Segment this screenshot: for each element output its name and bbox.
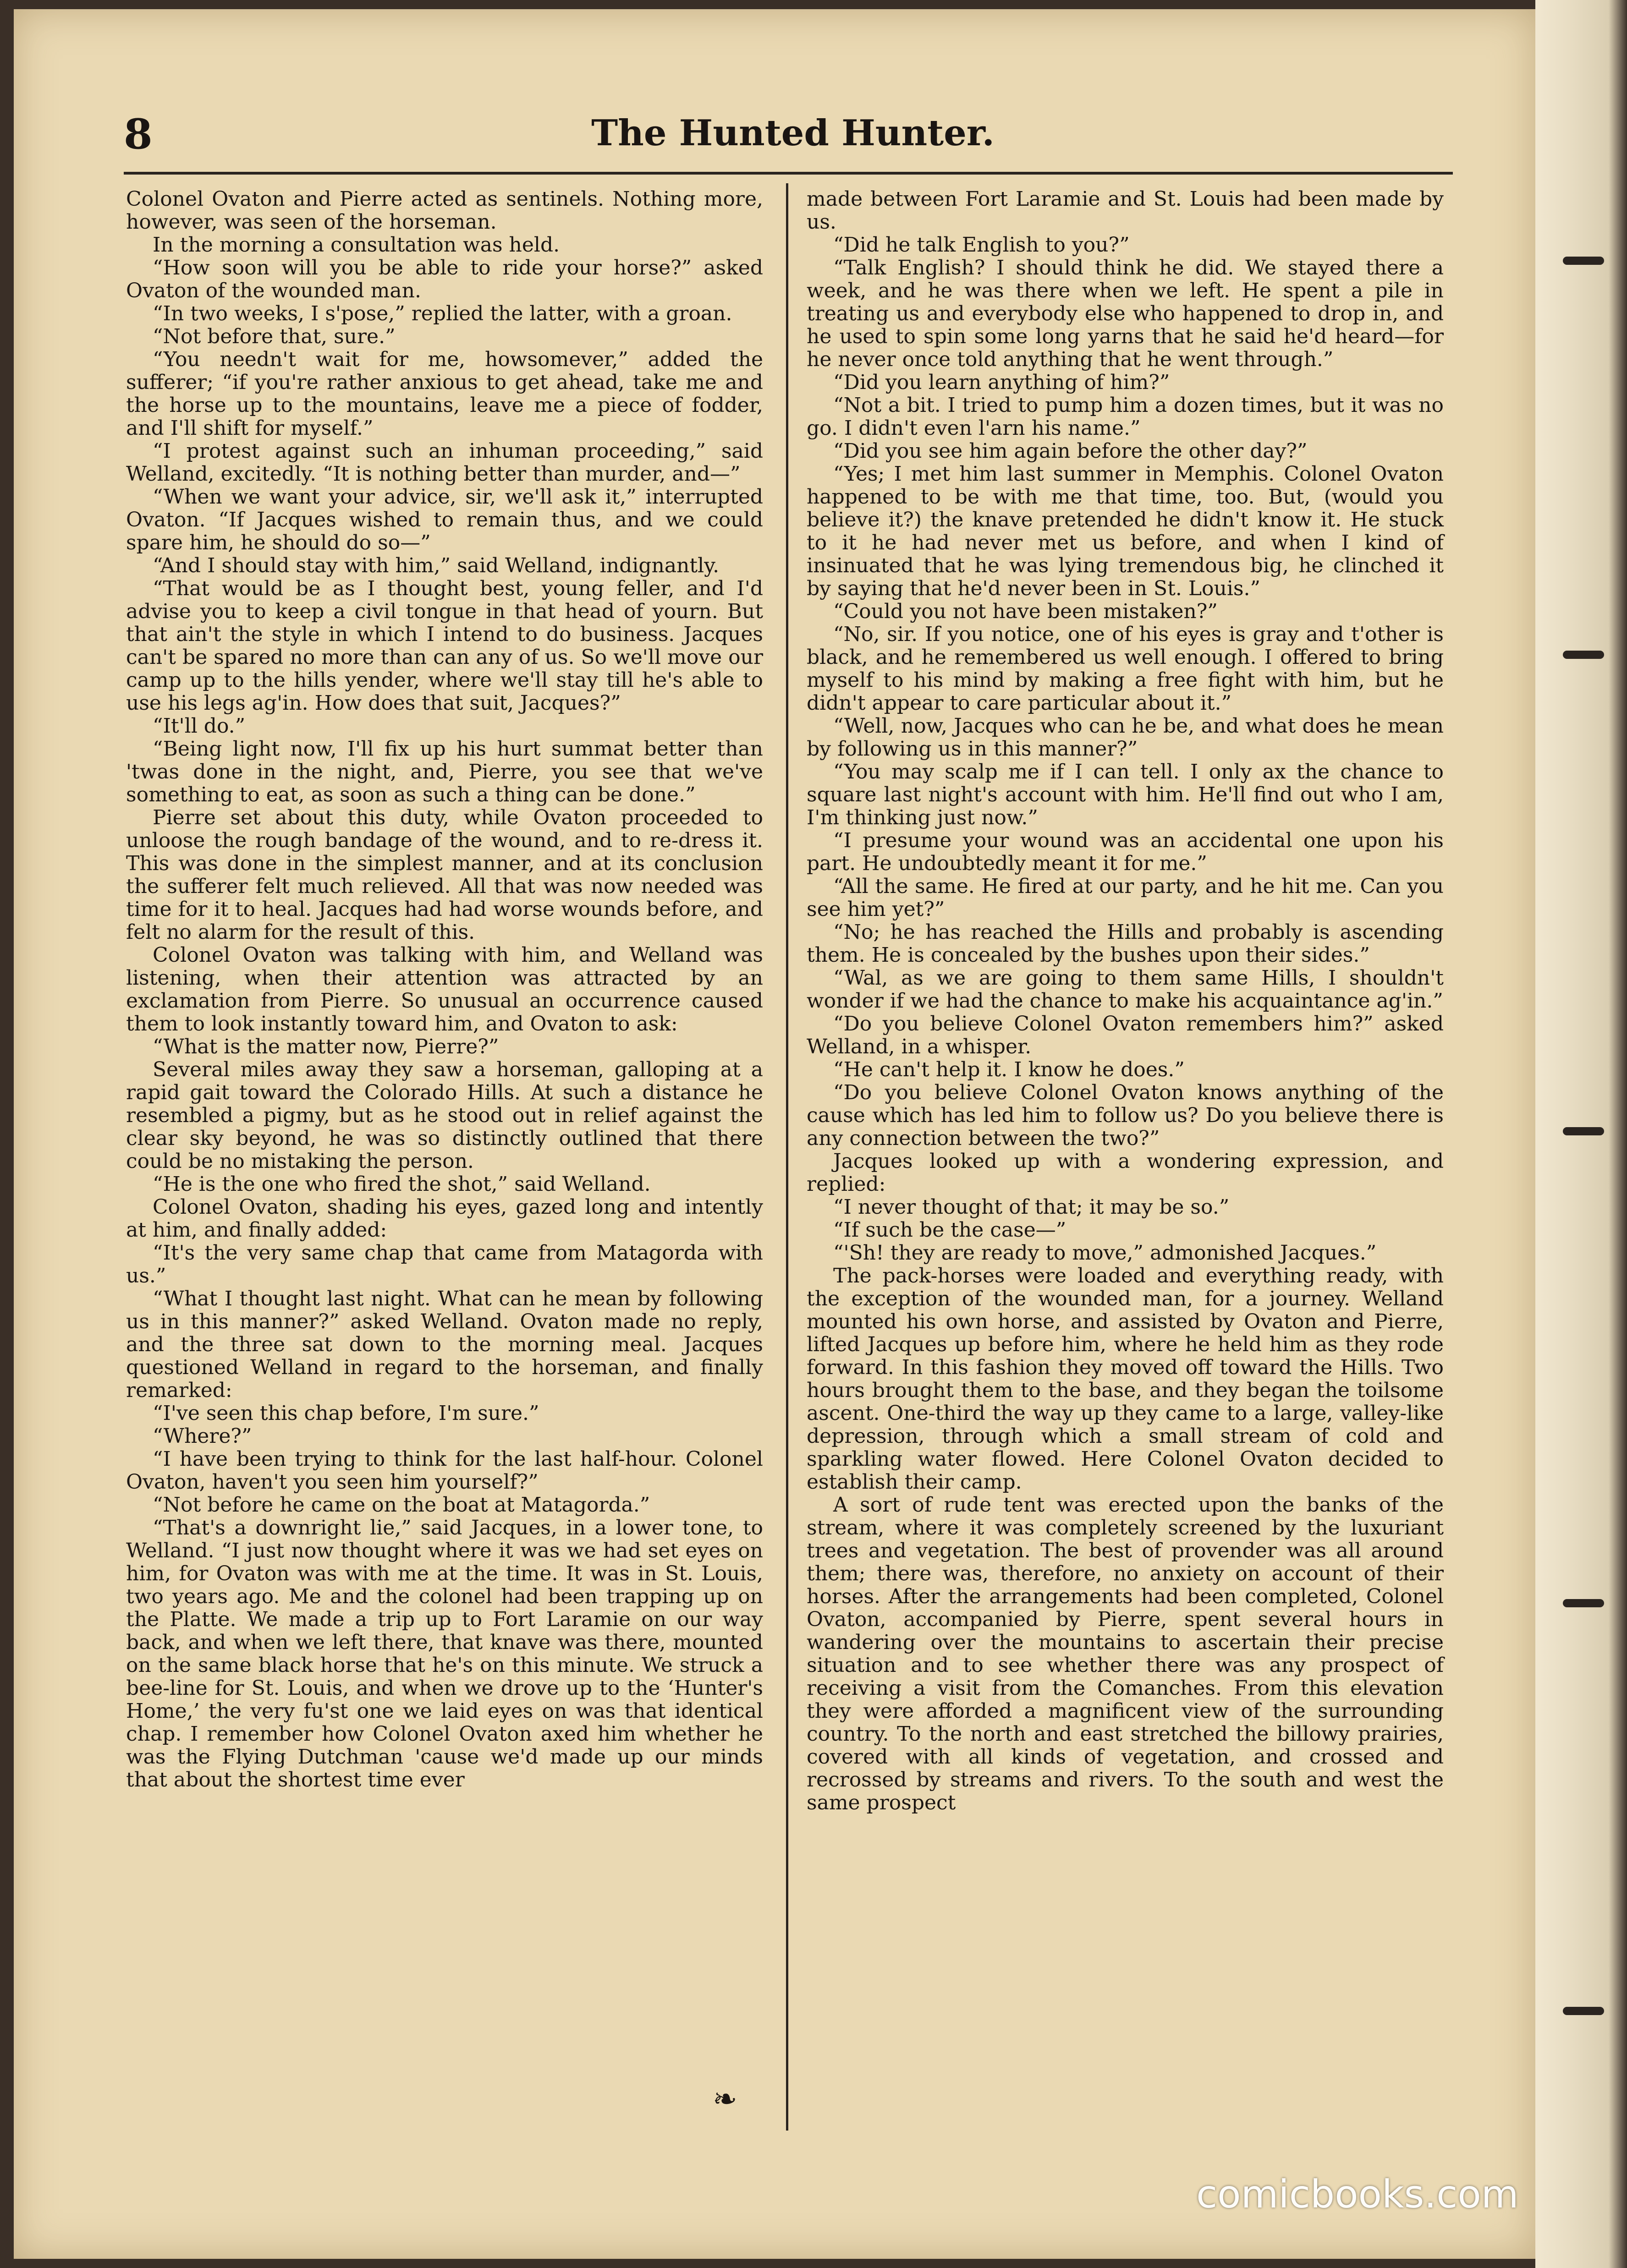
- paragraph: The pack-horses were loaded and everything ready, with the exception of the wounded man, for a journey. Welland mounted his own horse, and assisted by Ovaton and Pierre, lifted Jacques up before him, where he held him as they rode forward. In this fashion they moved off toward the Hills. Two hours brought them to the base, and they began the toilsome ascent. One-third the way up they came to a large, valley-like depression, through which a small stream of cold and sparkling water flowed. Here Colonel Ovaton decided to establish their camp.: [807, 1264, 1444, 1494]
- column-divider: [786, 183, 788, 2131]
- paragraph: “I have been trying to think for the last half-hour. Colonel Ovaton, haven't you seen him yourself?”: [126, 1447, 763, 1494]
- paragraph: A sort of rude tent was erected upon the banks of the stream, where it was completely screened by the luxuriant trees and vegetation. The best of provender was all around them; there was, therefore, no anxiety on account of their horses. After the arrangements had been completed, Colonel Ovaton, accompanied by Pierre, spent several hours in wandering over the mountains to ascertain their precise situation and to see whether there was any prospect of receiving a visit from the Comanches. From this elevation they were afforded a magnificent view of the surrounding country. To the north and east stretched the billowy prairies, covered with all kinds of vegetation, and crossed and recrossed by streams and rivers. To the south and west the same prospect: [807, 1493, 1444, 1814]
- paragraph: Pierre set about this duty, while Ovaton proceeded to unloose the rough bandage of the wound, and to re-dress it. This was done in the simplest manner, and at its conclusion the sufferer felt much relieved. All that was now needed was time for it to heal. Jacques had had worse wounds before, and felt no alarm for the result of this.: [126, 806, 763, 944]
- paragraph: “Do you believe Colonel Ovaton knows anything of the cause which has led him to follow us? Do you believe there is any connection between the two?”: [807, 1081, 1444, 1150]
- binding-stitch: [1563, 651, 1604, 659]
- paragraph: “All the same. He fired at our party, and he hit me. Can you see him yet?”: [807, 875, 1444, 921]
- paragraph: “What is the matter now, Pierre?”: [153, 1035, 499, 1058]
- paragraph: made between Fort Laramie and St. Louis had been made by us.: [807, 187, 1444, 234]
- paragraph: “It's the very same chap that came from Matagorda with us.”: [126, 1241, 763, 1287]
- paragraph: “I presume your wound was an accidental one upon his part. He undoubtedly meant it for me.”: [807, 829, 1444, 875]
- paragraph: “If such be the case—”: [833, 1218, 1066, 1242]
- binding-stitch: [1563, 2007, 1604, 2015]
- paragraph: “That would be as I thought best, young feller, and I'd advise you to keep a civil tongue in that head of yourn. But that ain't the style in which I intend to do business. Jacques can't be spared no more than can any of us. So we'll move our camp up to the hills yender, where we'll stay till he's able to use his legs ag'in. How does that suit, Jacques?”: [126, 577, 763, 715]
- paragraph: Colonel Ovaton, shading his eyes, gazed long and intently at him, and finally added:: [126, 1195, 763, 1242]
- paragraph: “Where?”: [153, 1424, 252, 1448]
- paragraph: “I never thought of that; it may be so.”: [833, 1195, 1230, 1219]
- header-rule: [124, 172, 1453, 175]
- paragraph: “Could you not have been mistaken?”: [833, 600, 1218, 623]
- paragraph: “Wal, as we are going to them same Hills, I shouldn't wonder if we had the chance to make his acquaintance ag'in.”: [807, 966, 1444, 1013]
- paragraph: Jacques looked up with a wondering expression, and replied:: [807, 1150, 1444, 1196]
- paragraph: “He is the one who fired the shot,” said Welland.: [153, 1172, 651, 1196]
- paragraph: Several miles away they saw a horseman, galloping at a rapid gait toward the Colorado Hills. At such a distance he resembled a pigmy, but as he stood out in relief against the clear sky beyond, he was so distinctly outlined that there could be no mistaking the person.: [126, 1058, 763, 1173]
- paragraph: “Did you learn anything of him?”: [833, 371, 1170, 394]
- binding-stitch: [1563, 257, 1604, 265]
- text-column-right: [807, 188, 1444, 1814]
- paragraph: “Not before that, sure.”: [153, 325, 396, 348]
- paragraph: “No; he has reached the Hills and probably is ascending them. He is concealed by the bushes upon their sides.”: [807, 920, 1444, 967]
- paragraph: “It'll do.”: [153, 714, 246, 738]
- paragraph: “When we want your advice, sir, we'll ask it,” interrupted Ovaton. “If Jacques wished to remain thus, and we could spare him, he should do so—”: [126, 485, 763, 554]
- paragraph: “I protest against such an inhuman proceeding,” said Welland, excitedly. “It is nothing better than murder, and—”: [126, 439, 763, 486]
- running-title: The Hunted Hunter.: [591, 112, 995, 154]
- binding-stitch: [1563, 1127, 1604, 1135]
- paragraph: “Not before he came on the boat at Matagorda.”: [153, 1493, 650, 1517]
- paragraph: “Being light now, I'll fix up his hurt summat better than 'twas done in the night, and, Pierre, you see that we've something to eat, as soon as such a thing can be done.”: [126, 737, 763, 806]
- paragraph: “No, sir. If you notice, one of his eyes is gray and t'other is black, and he remembered us well enough. I offered to bring myself to his mind by making a free fight with him, but he didn't appear to care particular about it.”: [807, 623, 1444, 715]
- paragraph: “Not a bit. I tried to pump him a dozen times, but it was no go. I didn't even l'arn his name.”: [807, 394, 1444, 440]
- paragraph: “That's a downright lie,” said Jacques, in a lower tone, to Welland. “I just now thought where it was we had set eyes on him, for Ovaton was with me at the time. It was in St. Louis, two years ago. Me and the colonel had been trapping up on the Platte. We made a trip up to Fort Laramie on our way back, and when we left there, that knave was there, mounted on the same black horse that he's on this minute. We struck a bee-line for St. Louis, and when we drove up to the ‘Hunter's Home,’ the very fu'st one we laid eyes on was that identical chap. I remember how Colonel Ovaton axed him whether he was the Flying Dutchman 'cause we'd made up our minds that about the shortest time ever: [126, 1516, 763, 1791]
- paragraph: “He can't help it. I know he does.”: [833, 1058, 1185, 1081]
- paragraph: “Talk English? I should think he did. We stayed there a week, and he was there when we left. He spent a pile in treating us and everybody else who happened to drop in, and he used to spin some long yarns that he said he'd heard—for he never once told anything that he went through.”: [807, 256, 1444, 371]
- binding-stitch: [1563, 1599, 1604, 1607]
- paragraph: “In two weeks, I s'pose,” replied the latter, with a groan.: [153, 302, 732, 325]
- paragraph: “'Sh! they are ready to move,” admonished Jacques.”: [833, 1241, 1377, 1265]
- paragraph: Colonel Ovaton was talking with him, and Welland was listening, when their attention was attracted by an exclamation from Pierre. So unusual an occurrence caused them to look instantly toward him, and Ovaton to ask:: [126, 943, 763, 1035]
- paragraph: “You needn't wait for me, howsomever,” added the sufferer; “if you're rather anxious to get ahead, take me and the horse up to the mountains, leave me a piece of fodder, and I'll shift for myself.”: [126, 348, 763, 440]
- text-column-left: [126, 188, 763, 1791]
- paragraph: “Did you see him again before the other day?”: [833, 439, 1308, 463]
- page-number: 8: [124, 110, 153, 159]
- paragraph: “I've seen this chap before, I'm sure.”: [153, 1402, 539, 1425]
- paragraph: Colonel Ovaton and Pierre acted as sentinels. Nothing more, however, was seen of the horseman.: [126, 187, 763, 234]
- paragraph: “Yes; I met him last summer in Memphis. Colonel Ovaton happened to be with me that time, too. But, (would you believe it?) the knave pretended he didn't know it. He stuck to it he had never met us before, and when I kind of insinuated that he was lying tremendous big, he clinched it by saying that he'd never been in St. Louis.”: [807, 462, 1444, 600]
- site-watermark: comicbooks.com: [1196, 2172, 1519, 2217]
- paragraph: “You may scalp me if I can tell. I only ax the chance to square last night's account with him. He'll find out who I am, I'm thinking just now.”: [807, 760, 1444, 829]
- page-header: [124, 105, 1462, 179]
- paragraph: In the morning a consultation was held.: [153, 233, 560, 257]
- paragraph: “How soon will you be able to ride your horse?” asked Ovaton of the wounded man.: [126, 256, 763, 302]
- paragraph: “Did he talk English to you?”: [833, 233, 1130, 257]
- paragraph: “And I should stay with him,” said Welland, indignantly.: [153, 554, 720, 577]
- paragraph: “Do you believe Colonel Ovaton remembers him?” asked Welland, in a whisper.: [807, 1012, 1444, 1058]
- paragraph: “What I thought last night. What can he mean by following us in this manner?” asked Welland. Ovaton made no reply, and the three sat down to the morning meal. Jacques questioned Welland in regard to the horseman, and finally remarked:: [126, 1287, 763, 1402]
- paragraph: “Well, now, Jacques who can he be, and what does he mean by following us in this manner?”: [807, 714, 1444, 761]
- printer-ornament: ❧: [713, 2082, 737, 2116]
